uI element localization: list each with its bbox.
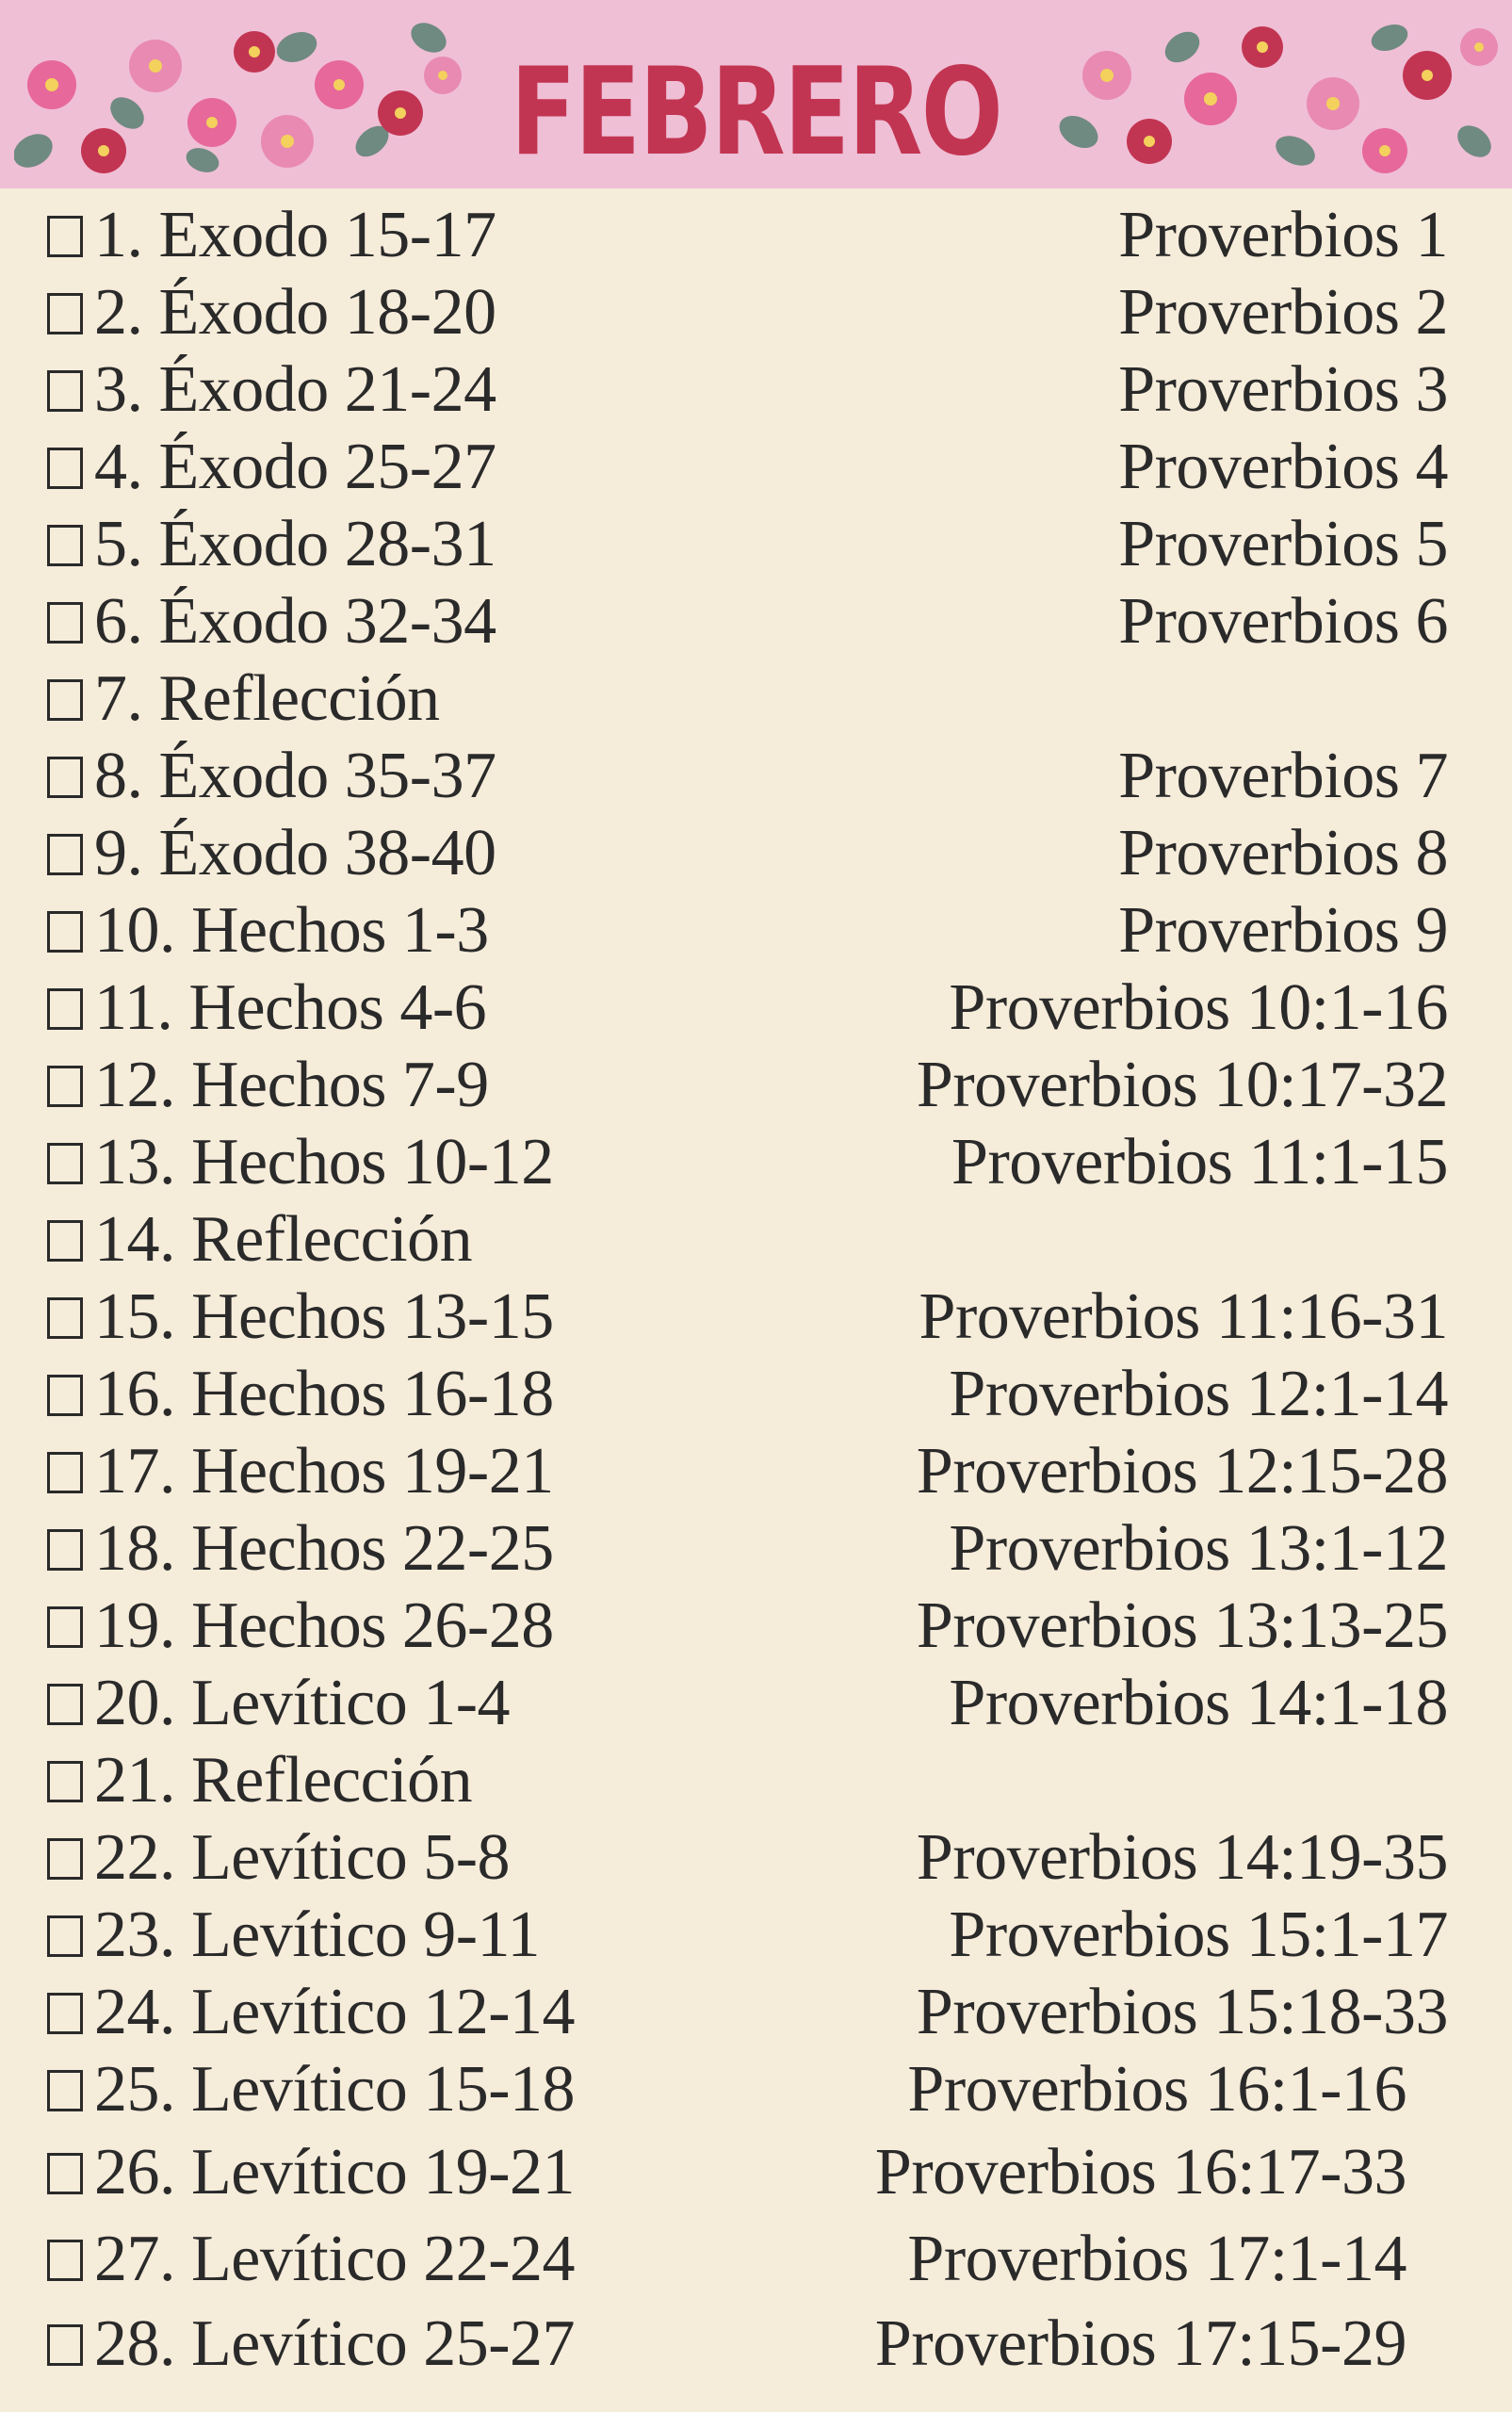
reading-left: [94, 892, 489, 970]
day-number: 25.: [94, 2053, 175, 2126]
reading-book: Éxodo 28-31: [158, 508, 496, 580]
day-number: 16.: [94, 1358, 175, 1430]
reading-book: Hechos 26-28: [191, 1589, 554, 1662]
schedule-row: [0, 1433, 1512, 1510]
day-number: 14.: [94, 1203, 175, 1276]
checkbox[interactable]: [47, 370, 83, 412]
day-number: 28.: [94, 2307, 175, 2380]
checkbox[interactable]: [47, 1452, 83, 1493]
reading-left: [94, 1124, 554, 1201]
reading-book: Levítico 25-27: [191, 2307, 576, 2380]
schedule-row: [0, 660, 1512, 738]
reading-right: Proverbios 13:13-25: [916, 1589, 1448, 1662]
schedule-row: [0, 197, 1512, 274]
reading-book: Hechos 13-15: [191, 1280, 554, 1353]
reading-left: [94, 1279, 554, 1356]
checkbox[interactable]: [47, 988, 83, 1030]
schedule-row: [0, 1356, 1512, 1433]
checkbox[interactable]: [47, 834, 83, 875]
schedule-row: [0, 2221, 1512, 2298]
reading-left: [94, 351, 496, 429]
reading-right: Proverbios 11:16-31: [919, 1280, 1448, 1353]
reading-right: Proverbios 5: [1118, 508, 1448, 580]
reading-left: [94, 1047, 489, 1124]
day-number: 1.: [94, 199, 143, 271]
schedule-row: [0, 1124, 1512, 1201]
schedule-row: [0, 1897, 1512, 1974]
checkbox[interactable]: [47, 2153, 83, 2194]
checkbox[interactable]: [47, 757, 83, 798]
reading-right: Proverbios 13:1-12: [949, 1512, 1448, 1585]
reading-book: Hechos 4-6: [188, 971, 487, 1044]
day-number: 8.: [94, 740, 143, 812]
reading-left: [94, 506, 496, 583]
checkbox[interactable]: [47, 1684, 83, 1725]
reading-book: Éxodo 21-24: [158, 353, 496, 426]
schedule-row: [0, 1510, 1512, 1588]
month-title: FEBRERO: [510, 42, 1002, 183]
reading-right: Proverbios 8: [1118, 817, 1448, 889]
day-number: 5.: [94, 508, 143, 580]
schedule-row: [0, 2051, 1512, 2128]
reading-right: Proverbios 12:15-28: [916, 1435, 1448, 1508]
checkbox[interactable]: [47, 1375, 83, 1416]
checkbox[interactable]: [47, 1143, 83, 1184]
reading-left: [94, 274, 496, 351]
reading-right: Proverbios 2: [1118, 276, 1448, 349]
schedule-row: [0, 583, 1512, 660]
checkbox[interactable]: [47, 911, 83, 953]
reading-left: [94, 970, 486, 1047]
reading-left: [94, 660, 440, 738]
day-number: 15.: [94, 1280, 175, 1353]
reading-right: Proverbios 15:1-17: [949, 1899, 1448, 1971]
day-number: 7.: [94, 662, 143, 735]
reading-book: Hechos 10-12: [191, 1126, 554, 1198]
schedule-row: [0, 1047, 1512, 1124]
checkbox[interactable]: [47, 2070, 83, 2111]
day-number: 3.: [94, 353, 143, 426]
reading-book: Levítico 5-8: [191, 1821, 511, 1894]
schedule-row: [0, 892, 1512, 970]
checkbox[interactable]: [47, 1915, 83, 1957]
reading-book: Reflección: [191, 1203, 473, 1276]
day-number: 24.: [94, 1976, 175, 2048]
month-header: [0, 0, 1512, 188]
schedule-row: [0, 2134, 1512, 2211]
day-number: 10.: [94, 894, 175, 967]
day-number: 18.: [94, 1512, 175, 1585]
checkbox[interactable]: [47, 293, 83, 334]
reading-left: [94, 197, 496, 274]
schedule-row: [0, 1819, 1512, 1897]
checkbox[interactable]: [47, 1606, 83, 1648]
day-number: 11.: [94, 971, 173, 1044]
reading-left: [94, 1201, 472, 1279]
reading-book: Hechos 1-3: [191, 894, 489, 967]
checkbox[interactable]: [47, 525, 83, 566]
reading-left: [94, 1665, 510, 1742]
checkbox[interactable]: [47, 2324, 83, 2366]
day-number: 21.: [94, 1744, 175, 1817]
reading-left: [94, 429, 496, 506]
schedule-row: [0, 506, 1512, 583]
checkbox[interactable]: [47, 1529, 83, 1571]
reading-book: Hechos 22-25: [191, 1512, 554, 1585]
reading-right: Proverbios 17:1-14: [907, 2223, 1406, 2295]
reading-book: Levítico 12-14: [191, 1976, 576, 2048]
checkbox[interactable]: [47, 602, 83, 644]
reading-left: [94, 1897, 540, 1974]
reading-right: Proverbios 14:19-35: [916, 1821, 1448, 1894]
reading-right: Proverbios 3: [1118, 353, 1448, 426]
reading-book: Levítico 15-18: [191, 2053, 576, 2126]
schedule-row: [0, 1742, 1512, 1819]
reading-right: Proverbios 10:17-32: [916, 1049, 1448, 1121]
reading-right: Proverbios 6: [1118, 585, 1448, 658]
schedule-row: [0, 351, 1512, 429]
reading-right: Proverbios 7: [1118, 740, 1448, 812]
reading-left: [94, 1819, 510, 1897]
schedule-row: [0, 1974, 1512, 2051]
schedule-row: [0, 429, 1512, 506]
checkbox[interactable]: [47, 1297, 83, 1339]
day-number: 23.: [94, 1899, 175, 1971]
reading-book: Exodo 15-17: [158, 199, 496, 271]
reading-left: [94, 2306, 575, 2383]
reading-left: [94, 1433, 554, 1510]
day-number: 12.: [94, 1049, 175, 1121]
reading-left: [94, 1742, 472, 1819]
schedule-row: [0, 1588, 1512, 1665]
reading-right: Proverbios 11:1-15: [951, 1126, 1448, 1198]
schedule-row: [0, 970, 1512, 1047]
reading-book: Levítico 19-21: [191, 2136, 576, 2208]
day-number: 19.: [94, 1589, 175, 1662]
checkbox[interactable]: [47, 1761, 83, 1802]
reading-left: [94, 2221, 575, 2298]
reading-book: Levítico 1-4: [191, 1667, 511, 1739]
reading-book: Hechos 7-9: [191, 1049, 489, 1121]
reading-right: Proverbios 17:15-29: [874, 2307, 1406, 2380]
schedule-row: [0, 1279, 1512, 1356]
checkbox[interactable]: [47, 1838, 83, 1880]
checkbox[interactable]: [47, 1220, 83, 1262]
reading-right: Proverbios 9: [1118, 894, 1448, 967]
day-number: 9.: [94, 817, 143, 889]
schedule-row: [0, 2306, 1512, 2383]
reading-book: Hechos 16-18: [191, 1358, 554, 1430]
day-number: 27.: [94, 2223, 175, 2295]
reading-right: Proverbios 12:1-14: [949, 1358, 1448, 1430]
reading-right: Proverbios 1: [1118, 199, 1448, 271]
schedule-row: [0, 738, 1512, 815]
schedule-row: [0, 1665, 1512, 1742]
day-number: 2.: [94, 276, 143, 349]
reading-left: [94, 1356, 554, 1433]
day-number: 6.: [94, 585, 143, 658]
checkbox[interactable]: [47, 1066, 83, 1107]
schedule-row: [0, 815, 1512, 892]
checkbox[interactable]: [47, 2240, 83, 2281]
reading-left: [94, 583, 496, 660]
reading-left: [94, 738, 496, 815]
reading-book: Éxodo 18-20: [158, 276, 496, 349]
reading-book: Éxodo 32-34: [158, 585, 496, 658]
checkbox[interactable]: [47, 679, 83, 721]
checkbox[interactable]: [47, 1993, 83, 2034]
schedule-row: [0, 1201, 1512, 1279]
reading-left: [94, 1510, 554, 1588]
day-number: 4.: [94, 431, 143, 503]
day-number: 26.: [94, 2136, 175, 2208]
flower-cluster: [1053, 20, 1498, 173]
reading-book: Hechos 19-21: [191, 1435, 554, 1508]
reading-right: Proverbios 15:18-33: [916, 1976, 1448, 2048]
reading-book: Reflección: [158, 662, 440, 735]
reading-book: Levítico 22-24: [191, 2223, 576, 2295]
reading-right: Proverbios 4: [1118, 431, 1448, 503]
reading-book: Éxodo 25-27: [158, 431, 496, 503]
reading-right: Proverbios 10:1-16: [949, 971, 1448, 1044]
reading-left: [94, 2051, 575, 2128]
reading-left: [94, 1974, 575, 2051]
reading-book: Éxodo 38-40: [158, 817, 496, 889]
reading-left: [94, 1588, 554, 1665]
day-number: 22.: [94, 1821, 175, 1894]
reading-book: Levítico 9-11: [191, 1899, 540, 1971]
checkbox[interactable]: [47, 448, 83, 489]
day-number: 20.: [94, 1667, 175, 1739]
reading-left: [94, 815, 496, 892]
reading-book: Éxodo 35-37: [158, 740, 496, 812]
reading-left: [94, 2134, 575, 2211]
reading-book: Reflección: [191, 1744, 473, 1817]
reading-right: Proverbios 16:1-16: [907, 2053, 1406, 2126]
schedule-row: [0, 274, 1512, 351]
reading-right: Proverbios 14:1-18: [949, 1667, 1448, 1739]
flower-decoration-right-icon: [1050, 9, 1503, 184]
checkbox[interactable]: [47, 216, 83, 257]
reading-right: Proverbios 16:17-33: [874, 2136, 1406, 2208]
day-number: 13.: [94, 1126, 175, 1198]
day-number: 17.: [94, 1435, 175, 1508]
